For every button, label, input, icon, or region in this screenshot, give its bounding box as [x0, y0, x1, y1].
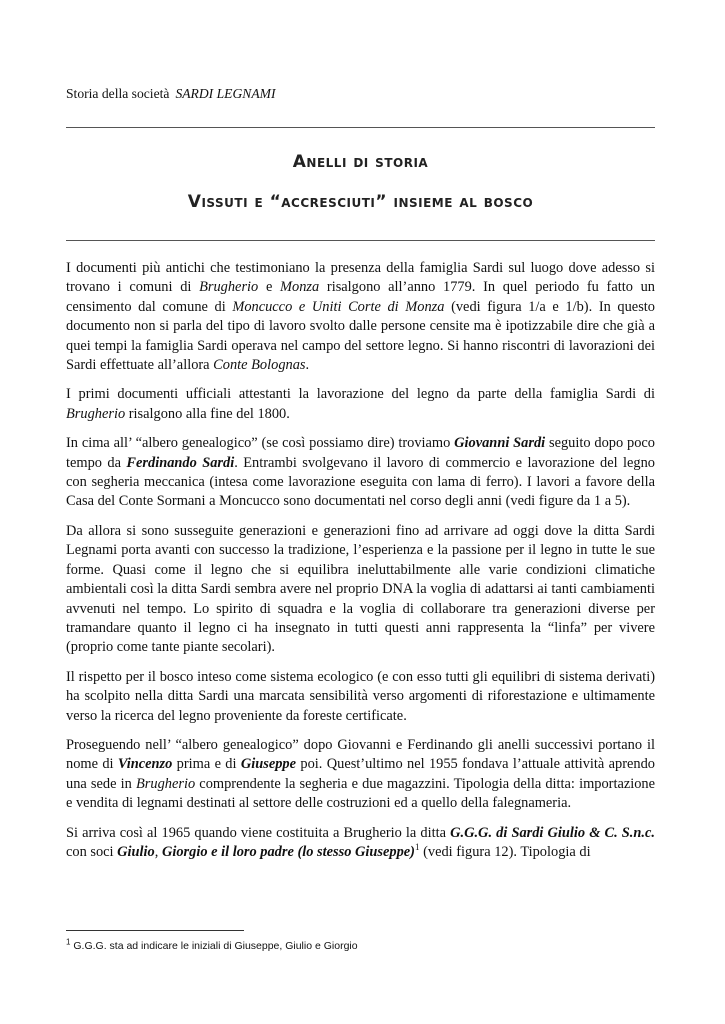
header-company-name: SARDI LEGNAMI	[175, 86, 276, 101]
p1-text-2: risalgono all’anno 1779. In quel periodo fu fatto un censimento dal comune di	[66, 279, 655, 315]
paragraph-3	[66, 434, 655, 512]
header-prefix: Storia della società	[66, 86, 170, 101]
p3-text-1: In cima all’ “albero genealogico” (se così possiamo dire) troviamo	[66, 435, 455, 452]
footnote-mark: 1	[66, 937, 71, 947]
p3-ferdinando-sardi: Ferdinando Sardi	[126, 454, 235, 471]
p2-brugherio: Brugherio	[66, 405, 126, 422]
paragraph-7	[66, 824, 655, 863]
running-header	[66, 86, 276, 102]
p7-text-1: Si arriva così al 1965 quando viene costituita a Brugherio la ditta	[66, 824, 451, 841]
p6-text-4: comprendente la segheria e due magazzini. Tipologia della ditta: importazione e vendita di legnami destinati al settore delle costruzioni ed a quello della falegnameria.	[66, 775, 655, 812]
p2-text-2: risalgono alla fine del 1800.	[125, 405, 290, 422]
p6-text-2: prima e di	[172, 756, 241, 773]
footnote-divider	[66, 930, 244, 931]
paragraph-2	[66, 385, 655, 424]
page-title: Anelli di storia	[292, 152, 429, 172]
p7-text-2: con soci	[66, 843, 118, 860]
p1-end: .	[305, 357, 310, 374]
p1-monza: Monza	[280, 279, 320, 296]
paragraph-1	[66, 259, 655, 375]
page-subtitle: Vissuti e “accresciuti” insieme al bosco	[187, 192, 534, 212]
p6-text-1: Proseguendo nell’ “albero genealogico” dopo Giovanni e Ferdinando gli anelli successivi portano il nome di	[66, 736, 655, 773]
p6-brugherio: Brugherio	[135, 775, 196, 792]
p1-text-3: (vedi figura 1/a e 1/b). In questo documento non si parla del tipo di lavoro svolto dalle persone censite ma è ipotizzabile dire che già a quei tempi la famiglia Sardi operava nel campo del settore legno. Si hanno riscontri di lavorazioni dei Sardi effettuate all’allora	[66, 298, 655, 374]
p1-moncucco: Moncucco e Uniti Corte di Monza	[232, 298, 445, 315]
document-body	[66, 259, 655, 872]
p7-giorgio: Giorgio e il loro padre (lo stesso Giuseppe)	[161, 843, 415, 860]
paragraph-5: Il rispetto per il bosco inteso come sistema ecologico (e con esso tutti gli equilibri di sistema derivati) ha scolpito nella ditta Sardi una marcata sensibilità verso argomenti di riforestazione e ultimamente verso la ricerca del legno proveniente da foreste certificate.	[66, 668, 655, 724]
paragraph-6	[66, 736, 655, 814]
footnote-text: G.G.G. sta ad indicare le iniziali di Giuseppe, Giulio e Giorgio	[70, 940, 358, 952]
p7-giulio: Giulio	[117, 843, 155, 860]
paragraph-4: Da allora si sono susseguite generazioni e generazioni fino ad arrivare ad oggi dove la ditta Sardi Legnami porta avanti con successo la tradizione, l’esperienza e la passione per il legno in tutte le sue forme. Quasi come il legno che si equilibra ineluttabilmente alle varie condizioni climatiche ambientali così la ditta Sardi sembra avere nel proprio DNA la voglia di adattarsi ai tanti cambiamenti avvenuti nel tempo. Lo spirito di squadra e la voglia di collaborare tra generazioni diverse per tramandare quanto il legno ci ha insegnato in tutti questi anni rappresenta la “linfa” per vivere (proprio come tante piante secolari).	[66, 522, 655, 656]
p6-vincenzo: Vincenzo	[117, 756, 173, 773]
p1-text-1: I documenti più antichi che testimoniano la presenza della famiglia Sardi sul luogo dove adesso si trovano i comuni di	[66, 260, 655, 296]
footnote	[66, 937, 358, 952]
p6-giuseppe: Giuseppe	[240, 756, 297, 773]
p7-text-3: (vedi figura 12). Tipologia di	[419, 843, 591, 860]
p6-text-3: poi. Quest’ultimo nel 1955 fondava l’attuale attività aprendo una sede in	[66, 756, 655, 792]
footnote-reference: 1	[414, 842, 420, 853]
p1-and: e	[258, 279, 281, 296]
p7-company-ggg: G.G.G. di Sardi Giulio & C. S.n.c.	[450, 824, 655, 841]
header-divider-bottom	[66, 240, 655, 241]
header-divider-top	[66, 127, 655, 128]
p2-text-1: I primi documenti ufficiali attestanti la lavorazione del legno da parte della famiglia Sardi di	[66, 386, 655, 403]
p3-text-3: . Entrambi svolgevano il lavoro di commercio e lavorazione del legno con segheria meccanica (intesa come lavorazione eseguita con lama di ferro). I lavori a favore della Casa del Conte Sormani a Moncucco sono documentati nel corso degli anni (vedi figure da 1 a 5).	[66, 454, 655, 510]
p3-text-2: seguito dopo poco tempo da	[66, 435, 655, 471]
p1-conte-bolognas: Conte Bolognas	[213, 357, 306, 374]
p7-comma: ,	[154, 843, 162, 860]
p1-brugherio: Brugherio	[199, 279, 259, 296]
p3-giovanni-sardi: Giovanni Sardi	[454, 435, 546, 452]
